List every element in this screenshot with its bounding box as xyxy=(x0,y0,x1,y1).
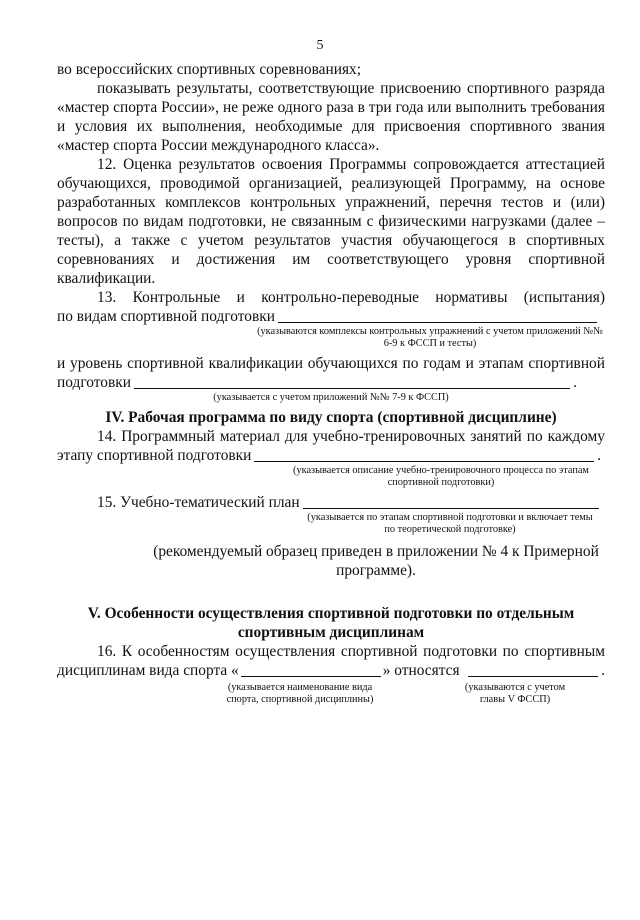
item-16-note-right: (указываются с учетом главы V ФССП) xyxy=(464,682,566,705)
item-16-line-2 xyxy=(57,661,605,680)
paragraph-results: показывать результаты, соответствующие присвоению спортивного разряда «мастер спорта России», не реже одного раза в три года или выполнить требования и условия их выполнения, необходимые для присвоения спортивного звания «мастер спорта России международного класса». xyxy=(57,80,605,154)
item-13-note-2: (указывается с учетом приложений №№ 7-9 к ФССП) xyxy=(213,392,449,403)
item-16-notes xyxy=(57,682,605,706)
item-14-note: (указывается описание учебно-тренировочного процесса по этапам спортивной подготовки) xyxy=(293,465,589,488)
item-16-blank-features xyxy=(468,663,599,677)
section-5-heading: V. Особенности осуществления спортивной подготовки по отдельным спортивным дисциплинам xyxy=(87,605,575,641)
item-13-line-4-end: . xyxy=(573,374,577,391)
page-number: 5 xyxy=(316,38,324,53)
item-13-line-1: 13. Контрольные и контрольно-переводные нормативы (испытания) xyxy=(97,289,605,306)
document-body xyxy=(57,60,605,706)
item-14-line-2-text: этапу спортивной подготовки xyxy=(57,447,252,464)
item-13-blank-1 xyxy=(278,309,597,323)
item-13-line-4-text: подготовки xyxy=(57,374,131,391)
item-14-line-1: 14. Программный материал для учебно-тренировочных занятий по каждому xyxy=(97,428,605,445)
item-15-recommendation: (рекомендуемый образец приведен в приложении № 4 к Примерной программе). xyxy=(153,543,599,579)
paragraph-item-12: 12. Оценка результатов освоения Программы сопровождается аттестацией обучающихся, проводимой организацией, реализующей Программу, на основе разработанных комплексов контрольных упражнений, перечня тестов и (или) вопросов по видам подготовки, не связанным с физическими нагрузками (далее – тесты), а также с учетом результатов участия обучающегося в спортивных соревнованиях и достижения им соответствующего уровня спортивной квалификации. xyxy=(57,156,605,287)
item-15-note: (указывается по этапам спортивной подготовки и включает темы по теоретической подготовке) xyxy=(307,512,593,535)
item-16-line-2-start: дисциплинам вида спорта « xyxy=(57,662,239,679)
item-15-text: 15. Учебно-тематический план xyxy=(97,494,300,511)
item-13-line-2 xyxy=(57,307,605,326)
item-13-line-2-text: по видам спортивной подготовки xyxy=(57,308,275,325)
section-4-heading: IV. Рабочая программа по виду спорта (спортивной дисциплине) xyxy=(105,409,557,426)
item-16-line-1: 16. К особенностям осуществления спортивной подготовки по спортивным xyxy=(97,643,605,660)
item-14-line-2 xyxy=(57,446,605,465)
item-16-note-left: (указывается наименование вида спорта, спортивной дисциплины) xyxy=(226,682,374,705)
item-15-blank xyxy=(303,495,599,509)
item-16-end: . xyxy=(601,662,605,679)
item-14-end: . xyxy=(597,447,601,464)
item-13-blank-2 xyxy=(134,375,570,389)
item-13-line-4 xyxy=(57,373,605,392)
item-13-note-1: (указываются комплексы контрольных упражнений с учетом приложений №№ 6-9 к ФССП и тесты) xyxy=(257,326,603,349)
item-13-line-3: и уровень спортивной квалификации обучающихся по годам и этапам спортивной xyxy=(57,355,605,372)
paragraph-competitions: во всероссийских спортивных соревнованиях; xyxy=(57,61,362,78)
item-14-blank xyxy=(254,448,594,462)
item-16-blank-sport xyxy=(241,663,381,677)
item-16-line-2-middle: » относятся xyxy=(382,662,460,679)
item-15-line xyxy=(57,493,605,512)
